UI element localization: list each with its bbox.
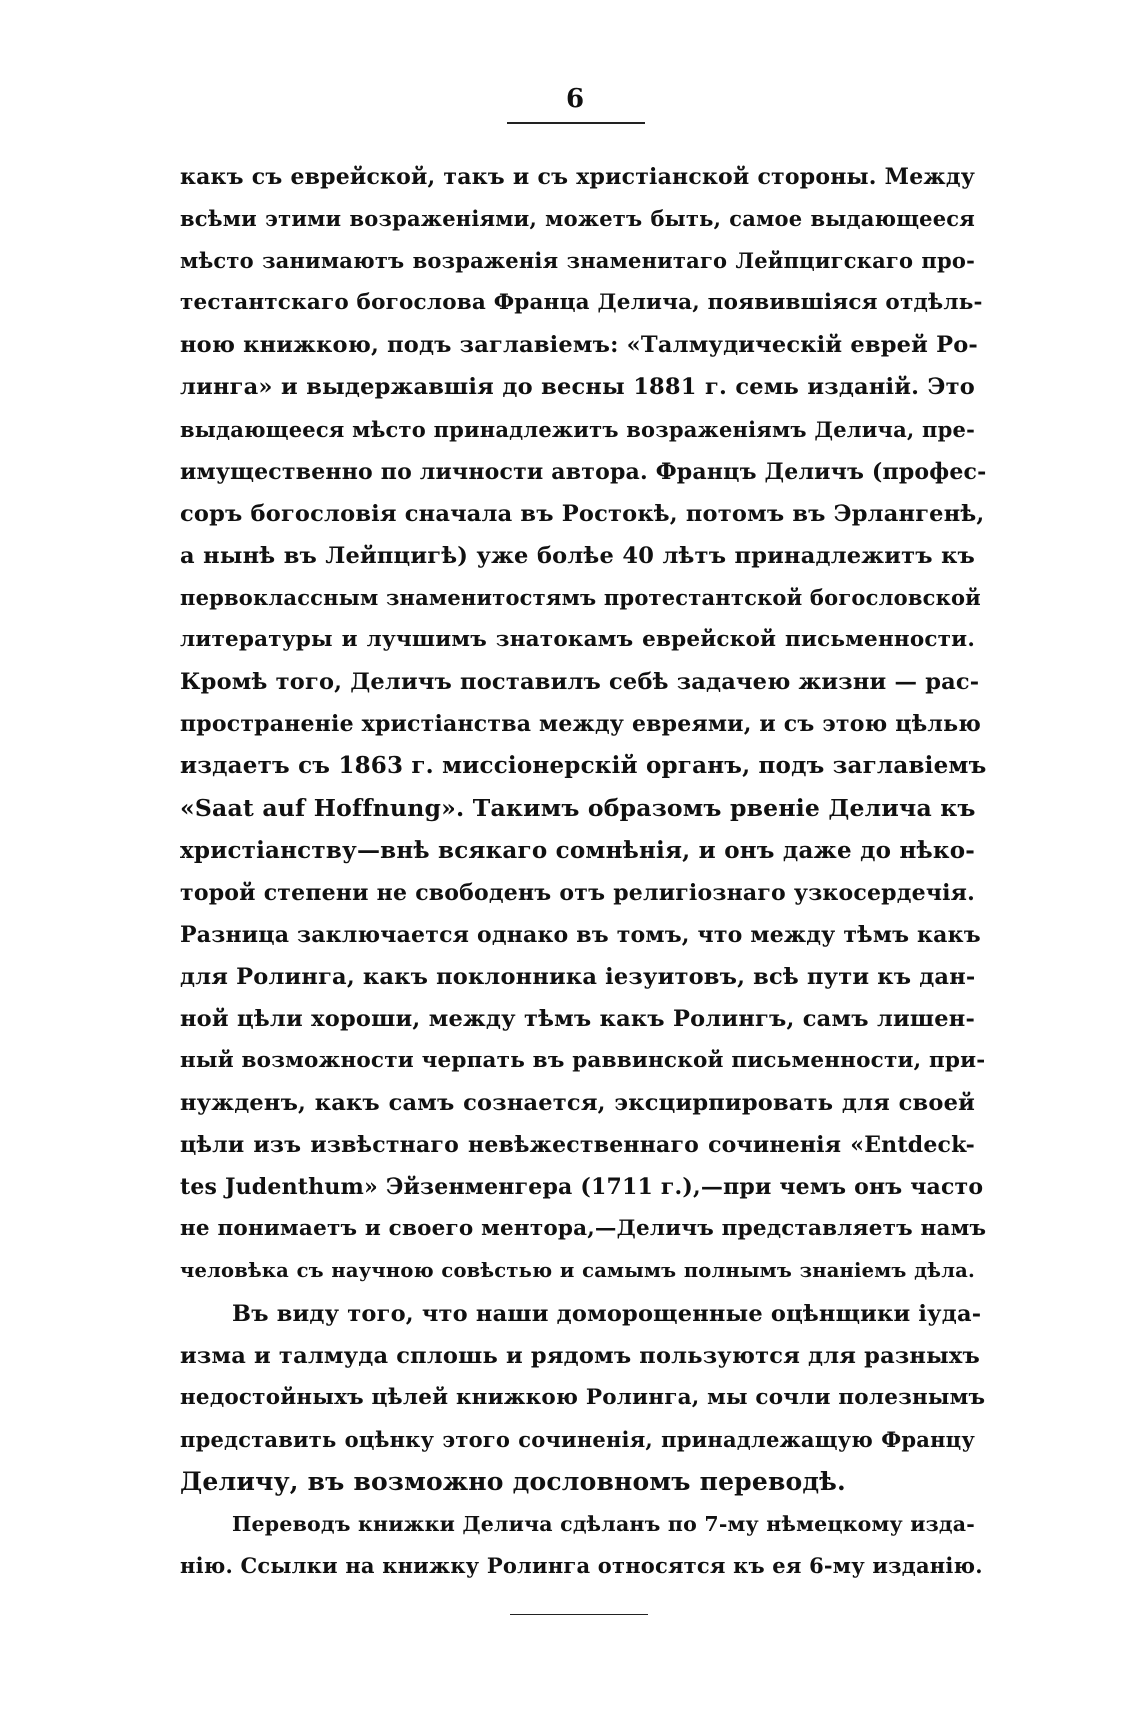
text-line: имущественно по личности автора. Францъ Деличъ (профес- — [180, 458, 987, 485]
text-line: выдающееся мѣсто принадлежитъ возраженіямъ Делича, пре- — [180, 416, 975, 442]
text-line: соръ богословія сначала въ Ростокѣ, потомъ въ Эрлангенѣ, — [180, 500, 985, 527]
text-line: Въ виду того, что наши доморощенные оцѣнщики іуда- — [232, 1300, 982, 1327]
text-line: мѣсто занимаютъ возраженія знаменитаго Лейпцигскаго про- — [180, 248, 975, 274]
text-line: Кромѣ того, Деличъ поставилъ себѣ задачею жизни — рас- — [180, 669, 980, 696]
header-rule — [507, 122, 645, 124]
text-line: литературы и лучшимъ знатокамъ еврейской письменности. — [180, 627, 975, 653]
text-line: пространеніе христіанства между евреями, и съ этою цѣлью — [180, 711, 981, 738]
text-line: линга» и выдержавшія до весны 1881 г. семь изданій. Это — [180, 374, 975, 401]
text-line: нужденъ, какъ самъ сознается, эксцирпировать для своей — [180, 1090, 975, 1117]
text-line: человѣка съ научною совѣстью и самымъ полнымъ знаніемъ дѣла. — [180, 1259, 975, 1283]
text-line: недостойныхъ цѣлей книжкою Ролинга, мы сочли полезнымъ — [180, 1384, 986, 1410]
text-line: ный возможности черпать въ раввинской письменности, при- — [180, 1047, 986, 1073]
text-line: ной цѣли хороши, между тѣмъ какъ Ролингъ, самъ лишен- — [180, 1005, 975, 1032]
text-line: тестантскаго богослова Франца Делича, появившіяся отдѣль- — [180, 290, 983, 316]
text-line: изма и талмуда сплошь и рядомъ пользуются для разныхъ — [180, 1342, 980, 1369]
text-line: нію. Ссылки на книжку Ролинга относятся къ ея 6-му изданію. — [180, 1553, 983, 1579]
text-line: представить оцѣнку этого сочиненія, принадлежащую Францу — [180, 1426, 975, 1452]
text-line: для Ролинга, какъ поклонника іезуитовъ, всѣ пути къ дан- — [180, 963, 976, 990]
text-line: Переводъ книжки Делича сдѣланъ по 7-му нѣмецкому изда- — [232, 1512, 975, 1536]
text-line: цѣли изъ извѣстнаго невѣжественнаго сочиненія «Entdeck- — [180, 1132, 975, 1159]
footer-rule — [510, 1614, 648, 1615]
page-number: 6 — [565, 84, 585, 114]
text-line: не понимаетъ и своего ментора,—Деличъ представляетъ намъ — [180, 1216, 987, 1242]
text-line: издаетъ съ 1863 г. миссіонерскій органъ, подъ заглавіемъ — [180, 752, 987, 780]
text-line: tes Judenthum» Эйзенменгера (1711 г.),—при чемъ онъ часто — [180, 1174, 984, 1201]
text-line: торой степени не свободенъ отъ религіознаго узкосердечія. — [180, 879, 975, 906]
text-line: а нынѣ въ Лейпцигѣ) уже болѣе 40 лѣтъ принадлежитъ къ — [180, 542, 975, 569]
text-line: ною книжкою, подъ заглавіемъ: «Талмудическій еврей Ро- — [180, 332, 978, 359]
text-line: христіанству—внѣ всякаго сомнѣнія, и онъ даже до нѣко- — [180, 836, 975, 864]
text-line: Разница заключается однако въ томъ, что между тѣмъ какъ — [180, 921, 981, 948]
text-line: какъ съ еврейской, такъ и съ христіанской стороны. Между — [180, 164, 975, 190]
text-line: Деличу, въ возможно дословномъ переводѣ. — [180, 1466, 846, 1496]
text-line: всѣми этими возраженіями, можетъ быть, самое выдающееся — [180, 206, 975, 232]
text-line: «Saat auf Hoffnung». Такимъ образомъ рвеніе Делича къ — [180, 794, 976, 823]
text-line: первоклассным знаменитостямъ протестантской богословской — [180, 584, 981, 610]
body-text — [180, 156, 987, 1587]
